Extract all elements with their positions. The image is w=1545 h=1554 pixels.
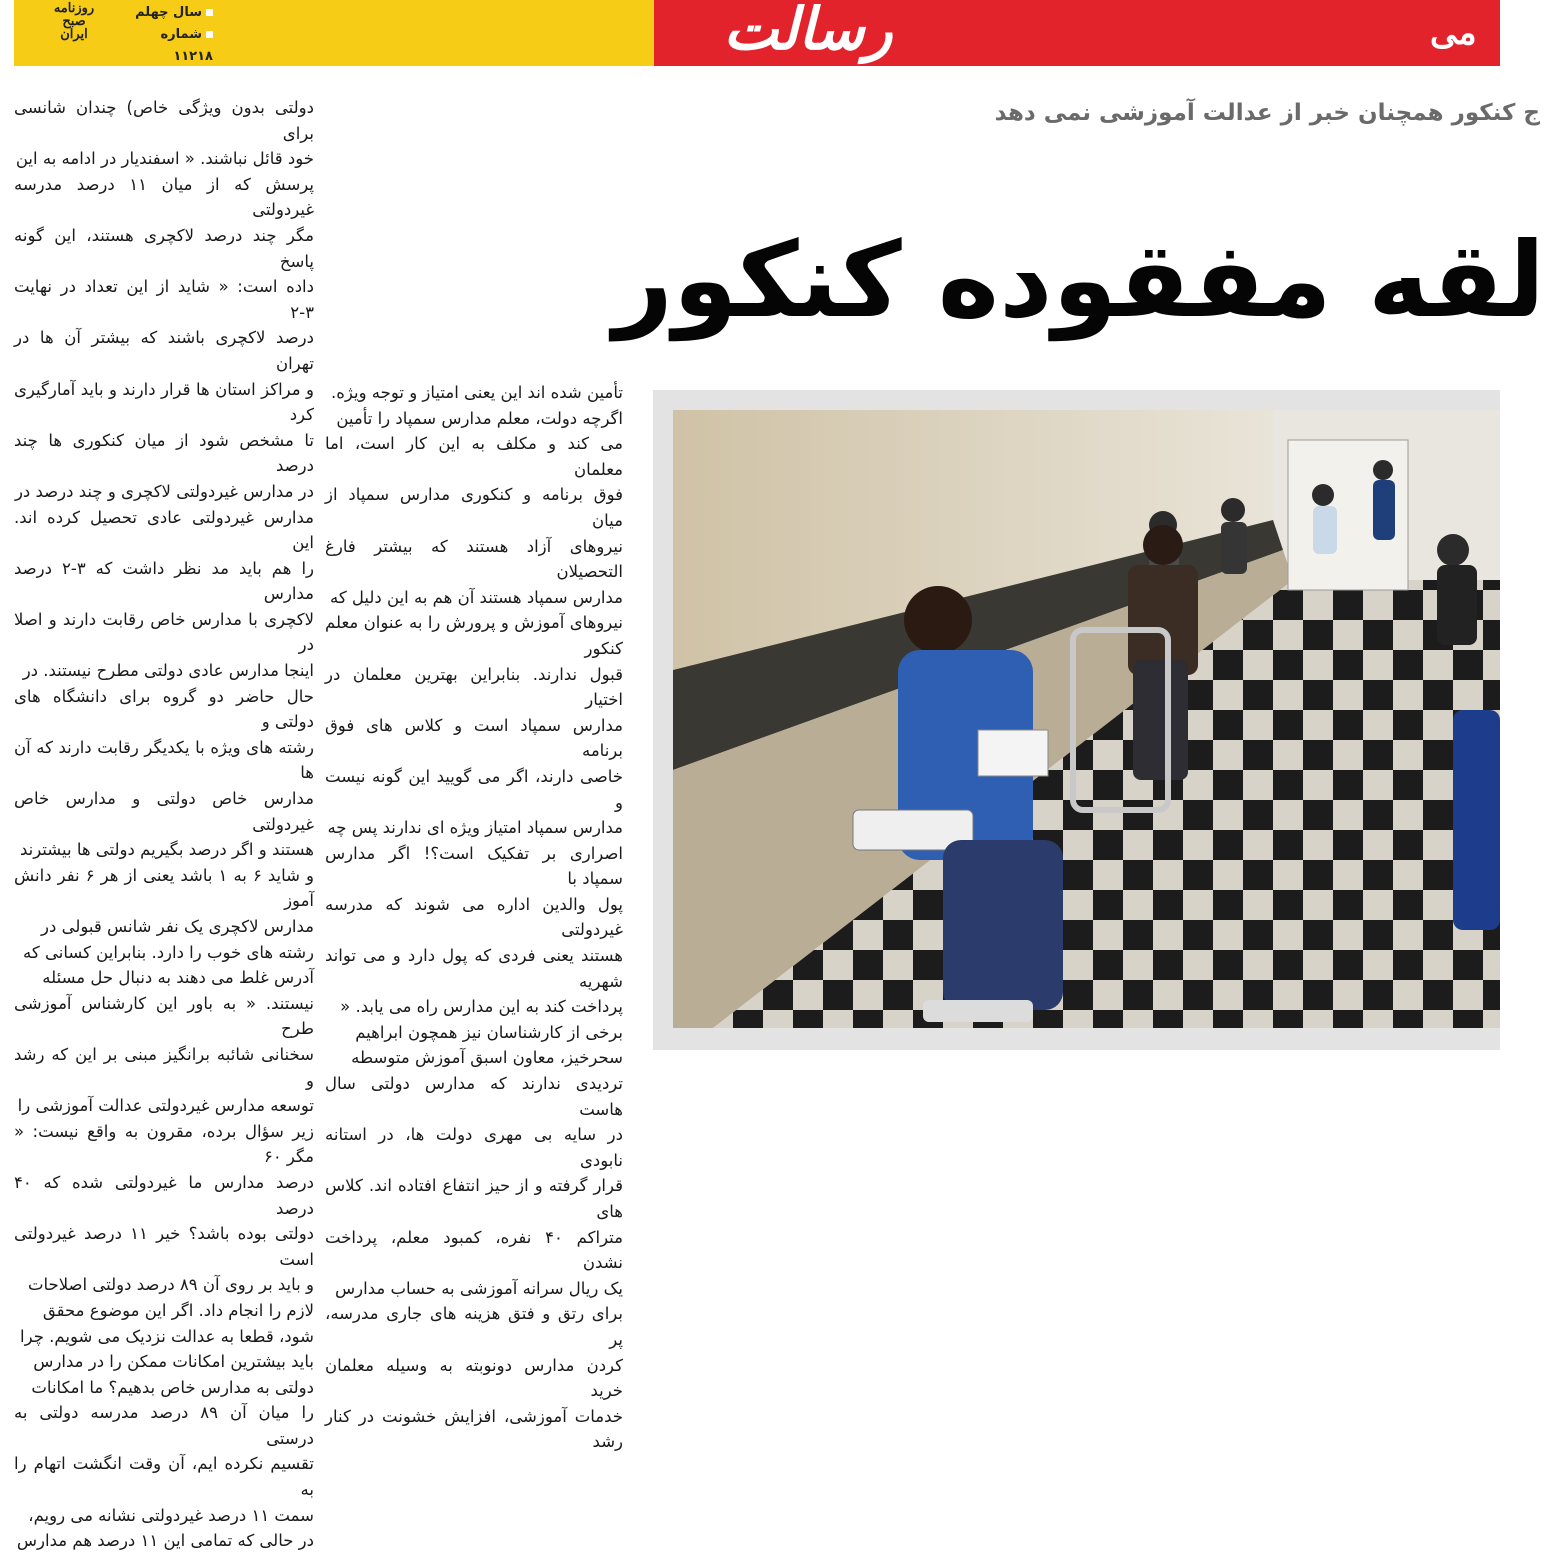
text-line: در مدارس غیردولتی لاکچری و چند درصد در	[14, 481, 314, 501]
text-line: در سایه بی مهری دولت ها، در استانه نابودی	[325, 1125, 623, 1170]
text-line: دولتی به مدارس خاص بدهیم؟ ما امکانات	[31, 1377, 314, 1397]
masthead-clipped-text: می	[1430, 13, 1477, 53]
text-line: را هم باید مد نظر داشت که ۳-۲ درصد مدارس	[14, 558, 314, 604]
text-line: برای رتق و فتق هزینه های جاری مدرسه، پر	[325, 1304, 623, 1349]
text-line: آدرس غلط می دهند به دنبال حل مسئله	[42, 968, 314, 988]
text-line: سمت ۱۱ درصد غیردولتی نشانه می رویم،	[28, 1505, 314, 1525]
text-line: رشته های ویژه با یکدیگر رقابت دارند که آن ها	[14, 737, 314, 783]
text-line: هستند یعنی فردی که پول دارد و می تواند شهریه	[325, 946, 623, 991]
text-line: را میان آن ۸۹ درصد مدرسه دولتی به درستی	[14, 1403, 314, 1448]
text-line: اینجا مدارس عادی دولتی مطرح نیستند. در	[22, 661, 314, 681]
text-line: تقسیم نکرده ایم، آن وقت انگشت اتهام را به	[14, 1454, 314, 1500]
text-line: برخی از کارشناسان نیز همچون ابراهیم	[355, 1022, 623, 1042]
text-line: تردیدی ندارند که مدارس دولتی سال هاست	[325, 1074, 623, 1119]
text-line: خاصی دارند، اگر می گویید این گونه نیست و	[325, 766, 623, 812]
text-line: می کند و مکلف به این کار است، اما معلمان	[325, 434, 623, 479]
text-line: خدمات آموزشی، افزایش خشونت در کنار رشد	[325, 1406, 623, 1452]
text-line: شود، قطعا به عدالت نزدیک می شویم. چرا	[20, 1326, 314, 1346]
text-line: یک ریال سرانه آموزشی به حساب مدارس	[335, 1278, 623, 1298]
text-line: پرداخت کند به این مدارس راه می یابد. «	[340, 997, 623, 1017]
exam-hall-photo	[673, 410, 1500, 1028]
text-line: زیر سؤال برده، مقرون به واقع نیست: « مگر ۶۰	[14, 1121, 314, 1167]
text-line: درصد لاکچری باشند که بیشتر آن ها در تهران	[14, 328, 314, 373]
bullet-square-icon	[206, 31, 213, 38]
text-line: هستند و اگر درصد بگیریم دولتی ها بیشترند	[19, 840, 314, 860]
text-line: درصد مدارس ما غیردولتی شده که ۴۰ درصد	[14, 1172, 314, 1218]
text-line: باید بیشترین امکانات ممکن را در مدارس	[33, 1352, 314, 1372]
text-line: و شاید ۶ به ۱ باشد یعنی از هر ۶ نفر دانش آموز	[14, 865, 314, 911]
logo-line: صبح	[62, 14, 86, 29]
text-line: حال حاضر دو گروه برای دانشگاه های دولتی و	[14, 686, 314, 732]
text-line: مگر چند درصد لاکچری هستند، این گونه پاسخ	[14, 225, 314, 271]
text-line: متراکم ۴۰ نفره، کمبود معلم، پرداخت نشدن	[325, 1227, 623, 1273]
text-line: مدارس خاص دولتی و مدارس خاص غیردولتی	[14, 789, 314, 834]
text-line: مدارس سمپاد امتیاز ویژه ای ندارند پس چه	[327, 818, 623, 838]
text-line: لاکچری با مدارس خاص رقابت دارند و اصلا در	[14, 609, 314, 655]
article-kicker: ج کنکور همچنان خبر از عدالت آموزشی نمی دهد	[994, 100, 1540, 126]
text-line: قبول ندارند. بنابراین بهترین معلمان در اختیار	[325, 664, 623, 710]
text-line: مدارس سمپاد هستند آن هم به این دلیل که	[329, 587, 623, 607]
text-line: نیستند. « به باور این کارشناس آموزشی طرح	[14, 993, 314, 1039]
text-line: خود قائل نباشند. « اسفندیار در ادامه به این	[15, 149, 314, 169]
text-line: مدارس لاکچری یک نفر شانس قبولی در	[41, 917, 314, 936]
text-line: توسعه مدارس غیردولتی عدالت آموزشی را	[17, 1096, 314, 1116]
text-line: در حالی که تمامی این ۱۱ درصد هم مدارس	[16, 1531, 314, 1551]
year-label: سال چهلم	[118, 2, 213, 24]
text-line: اصراری بر تفکیک است؟! اگر مدارس سمپاد با	[325, 843, 623, 889]
issue-number-label: شماره ۱۱۲۱۸	[160, 27, 213, 64]
logo-line: ایران	[60, 27, 88, 42]
text-line: رشته های خوب را دارد. بنابراین کسانی که	[23, 942, 314, 962]
text-line: قرار گرفته و از حیز انتفاع افتاده اند. کلاس های	[325, 1176, 623, 1221]
text-line: پول والدین اداره می شوند که مدرسه غیردولتی	[325, 894, 623, 940]
article-column-middle	[325, 380, 623, 1452]
issue-info	[118, 2, 213, 68]
masthead-title: رسالت	[723, 0, 893, 63]
text-line: مدارس سمپاد است و کلاس های فوق برنامه	[325, 715, 623, 761]
text-line: و باید بر روی آن ۸۹ درصد دولتی اصلاحات	[27, 1275, 314, 1295]
text-line: تأمین شده اند این یعنی امتیاز و توجه ویژه.	[330, 383, 623, 402]
text-line: و مراکز استان ها قرار دارند و باید آمارگیری کرد	[14, 379, 314, 425]
text-line: فوق برنامه و کنکوری مدارس سمپاد از میان	[325, 485, 623, 530]
text-line: داده است: « شاید از این تعداد در نهایت ۳-۲	[14, 277, 314, 322]
text-line: تا مشخص شود از میان کنکوری ها چند درصد	[14, 430, 314, 476]
text-line: نیروهای آزاد هستند که بیشتر فارغ التحصیلان	[325, 536, 623, 582]
text-line: دولتی بدون ویژگی خاص) چندان شانسی برای	[14, 98, 314, 143]
text-line: کردن مدارس دونوبته به وسیله معلمان خرید	[325, 1355, 623, 1401]
article-column-left	[14, 95, 315, 1551]
text-line: دولتی بوده باشد؟ خیر ۱۱ درصد غیردولتی است	[14, 1224, 315, 1269]
bullet-square-icon	[206, 9, 213, 16]
newspaper-logo	[36, 2, 112, 44]
text-line: سخنانی شائبه برانگیز مبنی بر این که رشد و	[14, 1044, 314, 1090]
text-line: پرسش که از میان ۱۱ درصد مدرسه غیردولتی	[14, 174, 314, 220]
text-line: لازم را انجام داد. اگر این موضوع محقق	[42, 1300, 314, 1320]
article-headline: لقه مفقوده کنکور	[613, 219, 1545, 341]
text-line: نیروهای آموزش و پرورش را به عنوان معلم کنکور	[325, 613, 623, 658]
text-line: اگرچه دولت، معلم مدارس سمپاد را تأمین	[336, 408, 623, 428]
text-line: سحرخیز، معاون اسبق آموزش متوسطه	[351, 1048, 623, 1068]
logo-line: روزنامه	[53, 1, 95, 16]
text-line: مدارس غیردولتی عادی تحصیل کرده اند. این	[14, 507, 314, 553]
